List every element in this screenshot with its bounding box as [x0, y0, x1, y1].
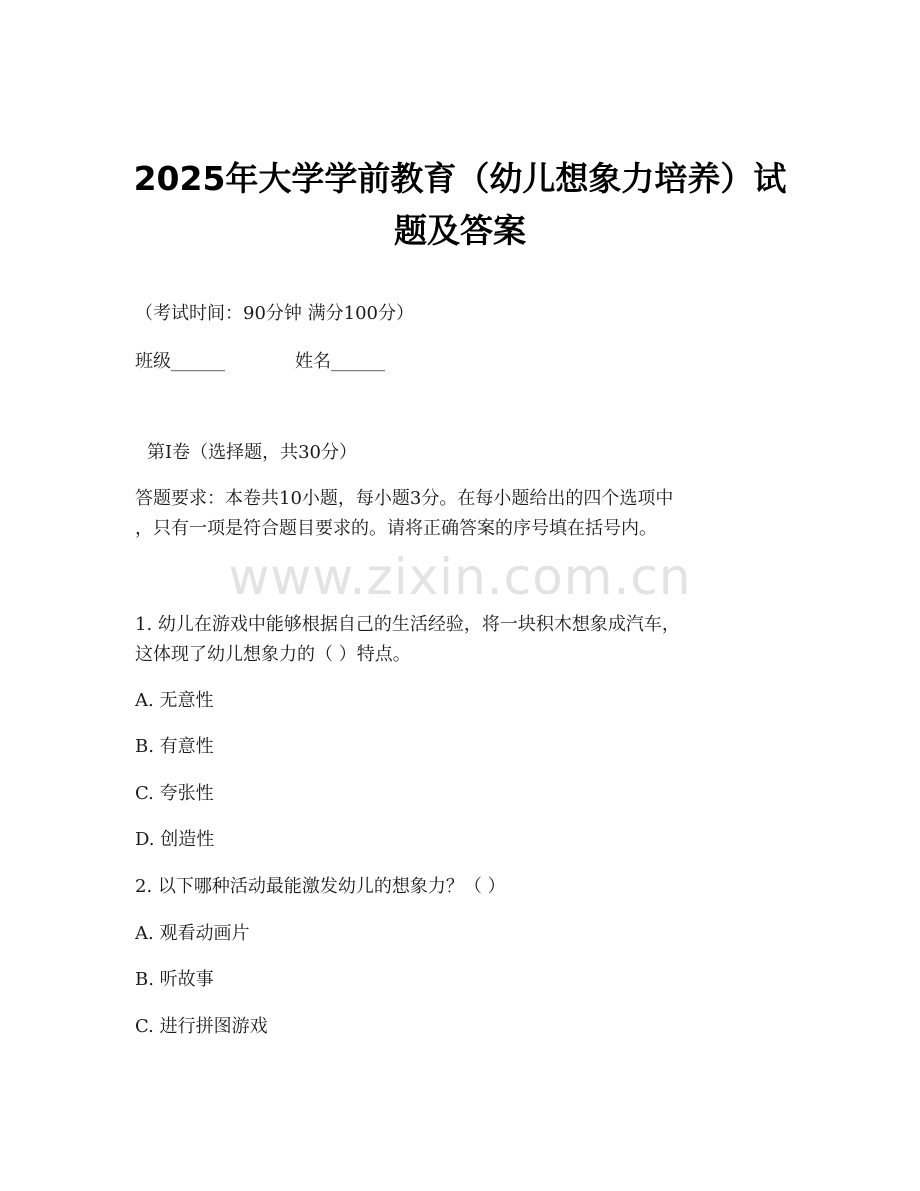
exam-info: （考试时间：90分钟 满分100分） — [135, 303, 414, 324]
requirement-line-1: 答题要求：本卷共10小题，每小题3分。在每小题给出的四个选项中 — [135, 488, 674, 509]
question-1-stem-line-2: 这体现了幼儿想象力的（ ）特点。 — [135, 644, 411, 665]
question-1-option-a: A. 无意性 — [135, 690, 214, 711]
question-2-option-a: A. 观看动画片 — [135, 923, 250, 944]
watermark-text: www.zixin.com.cn — [228, 548, 692, 606]
section-heading: 第I卷（选择题，共30分） — [147, 442, 358, 463]
name-field: 姓名______ — [295, 351, 385, 372]
class-field: 班级______ — [135, 351, 225, 372]
question-2-option-c: C. 进行拼图游戏 — [135, 1016, 268, 1037]
question-1-option-c: C. 夸张性 — [135, 783, 214, 804]
question-1-option-d: D. 创造性 — [135, 829, 215, 850]
document-title-line-2: 题及答案 — [394, 211, 526, 250]
question-1-option-b: B. 有意性 — [135, 736, 214, 757]
requirement-line-2: ，只有一项是符合题目要求的。请将正确答案的序号填在括号内。 — [135, 518, 657, 539]
question-1-stem-line-1: 1. 幼儿在游戏中能够根据自己的生活经验，将一块积木想象成汽车， — [135, 614, 680, 635]
question-2-option-b: B. 听故事 — [135, 969, 214, 990]
question-2-stem: 2. 以下哪种活动最能激发幼儿的想象力？（ ） — [135, 876, 506, 897]
document-title-line-1: 2025年大学学前教育（幼儿想象力培养）试 — [133, 159, 787, 198]
